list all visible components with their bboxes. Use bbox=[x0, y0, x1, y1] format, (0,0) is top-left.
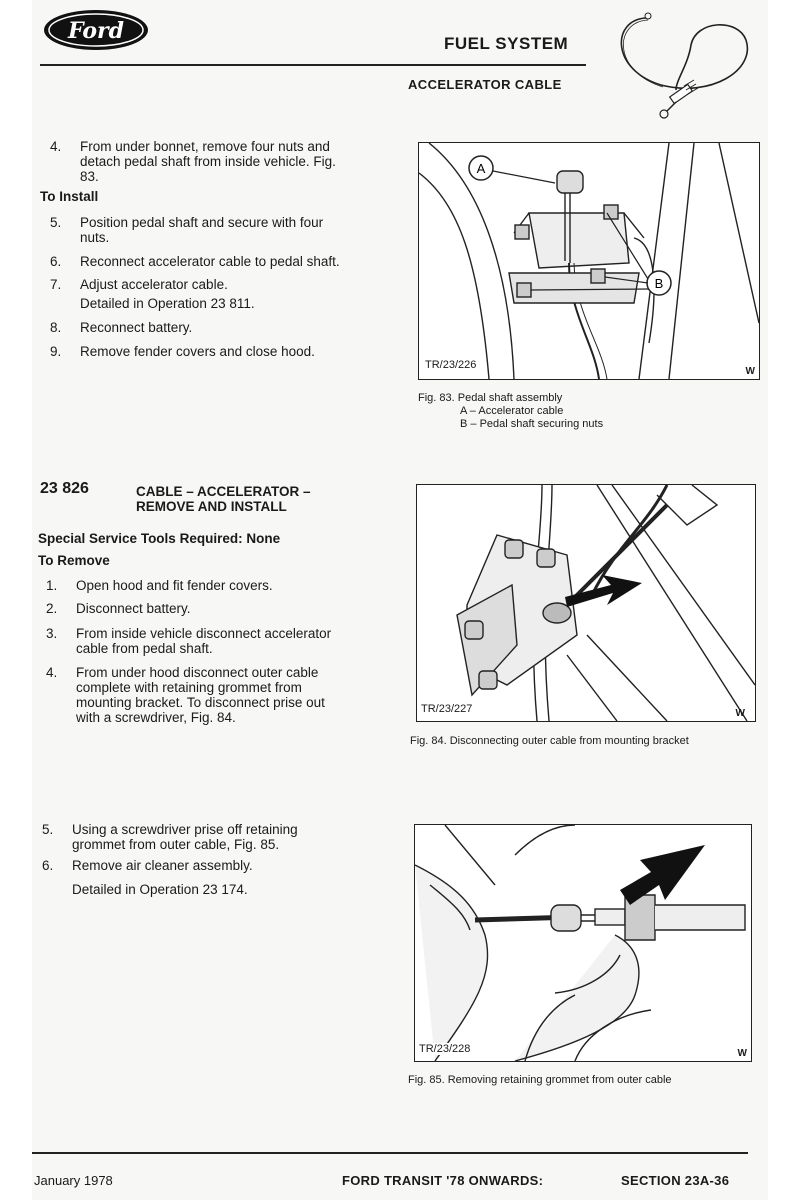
step-number: 6. bbox=[42, 858, 54, 873]
step-line: Remove air cleaner assembly. bbox=[72, 858, 253, 873]
label-a: A bbox=[476, 161, 486, 176]
tools-required: Special Service Tools Required: None bbox=[38, 531, 281, 546]
to-install-heading: To Install bbox=[40, 189, 99, 204]
figure-83-caption bbox=[418, 392, 603, 431]
footer-section: SECTION 23A-36 bbox=[621, 1173, 730, 1188]
step-number: 8. bbox=[50, 320, 62, 335]
step-line: detach pedal shaft from inside vehicle. Fig. bbox=[80, 154, 336, 169]
page-title: FUEL SYSTEM bbox=[444, 34, 569, 53]
figure-corner-mark: W bbox=[745, 366, 755, 377]
step-line: Detailed in Operation 23 174. bbox=[72, 882, 248, 897]
figure-ref: TR/23/227 bbox=[421, 703, 473, 715]
caption-line: A – Accelerator cable bbox=[460, 405, 564, 417]
footer-rule bbox=[32, 1152, 748, 1154]
step-line: complete with retaining grommet from bbox=[76, 680, 302, 695]
step-line: Using a screwdriver prise off retaining bbox=[72, 822, 298, 837]
step-line: From under hood disconnect outer cable bbox=[76, 665, 319, 680]
header-rule bbox=[40, 64, 586, 66]
step-line: grommet from outer cable, Fig. 85. bbox=[72, 837, 280, 852]
figure-85-caption: Fig. 85. Removing retaining grommet from outer cable bbox=[408, 1074, 672, 1086]
step-line: Reconnect battery. bbox=[80, 320, 193, 335]
step-line: Disconnect battery. bbox=[76, 601, 191, 616]
figure-84-caption: Fig. 84. Disconnecting outer cable from mounting bracket bbox=[410, 735, 689, 747]
step-number: 5. bbox=[50, 215, 62, 230]
to-remove-heading: To Remove bbox=[38, 553, 110, 568]
cable-bracket-drawing bbox=[417, 485, 755, 721]
step-line: Reconnect accelerator cable to pedal shaft. bbox=[80, 254, 340, 269]
section-title-line: REMOVE AND INSTALL bbox=[136, 499, 287, 514]
step-line: cable from pedal shaft. bbox=[76, 641, 213, 656]
figure-corner-mark: W bbox=[737, 1048, 747, 1059]
step-line: with a screwdriver, Fig. 84. bbox=[76, 710, 236, 725]
step-line: Adjust accelerator cable. bbox=[80, 277, 228, 292]
section-title bbox=[136, 484, 311, 514]
step-number: 3. bbox=[46, 626, 58, 641]
page-subtitle: ACCELERATOR CABLE bbox=[408, 77, 562, 92]
caption-line: B – Pedal shaft securing nuts bbox=[460, 418, 604, 430]
step-number: 6. bbox=[50, 254, 62, 269]
figure-85 bbox=[414, 824, 752, 1062]
figure-ref: TR/23/226 bbox=[425, 359, 477, 371]
step-number: 9. bbox=[50, 344, 62, 359]
step-number: 4. bbox=[46, 665, 58, 680]
cable-illustration bbox=[606, 10, 766, 122]
section-title-line: CABLE – ACCELERATOR – bbox=[136, 484, 311, 499]
pedal-shaft-drawing bbox=[419, 143, 759, 379]
step-number: 5. bbox=[42, 822, 54, 837]
label-b: B bbox=[654, 276, 664, 291]
figure-83 bbox=[418, 142, 760, 380]
figure-ref: TR/23/228 bbox=[419, 1043, 471, 1055]
step-line: From under bonnet, remove four nuts and bbox=[80, 139, 330, 154]
step-number: 1. bbox=[46, 578, 58, 593]
step-number: 4. bbox=[50, 139, 62, 154]
section-number: 23 826 bbox=[40, 480, 89, 497]
footer-model: FORD TRANSIT '78 ONWARDS: bbox=[342, 1173, 544, 1188]
step-line: From inside vehicle disconnect accelerator bbox=[76, 626, 332, 641]
footer-date: January 1978 bbox=[34, 1173, 113, 1188]
logo-text: Ford bbox=[67, 18, 125, 44]
step-number: 2. bbox=[46, 601, 58, 616]
step-line: 83. bbox=[80, 169, 99, 184]
step-line: nuts. bbox=[80, 230, 110, 245]
step-line: Position pedal shaft and secure with four bbox=[80, 215, 324, 230]
step-line: Open hood and fit fender covers. bbox=[76, 578, 273, 593]
figure-corner-mark: W bbox=[735, 708, 745, 719]
ford-logo bbox=[42, 8, 150, 52]
step-line: Detailed in Operation 23 811. bbox=[80, 296, 255, 311]
step-line: mounting bracket. To disconnect prise out bbox=[76, 695, 325, 710]
step-number: 7. bbox=[50, 277, 62, 292]
step-line: Remove fender covers and close hood. bbox=[80, 344, 315, 359]
figure-84 bbox=[416, 484, 756, 722]
caption-line: Fig. 83. Pedal shaft assembly bbox=[418, 392, 563, 404]
grommet-removal-drawing bbox=[415, 825, 751, 1061]
